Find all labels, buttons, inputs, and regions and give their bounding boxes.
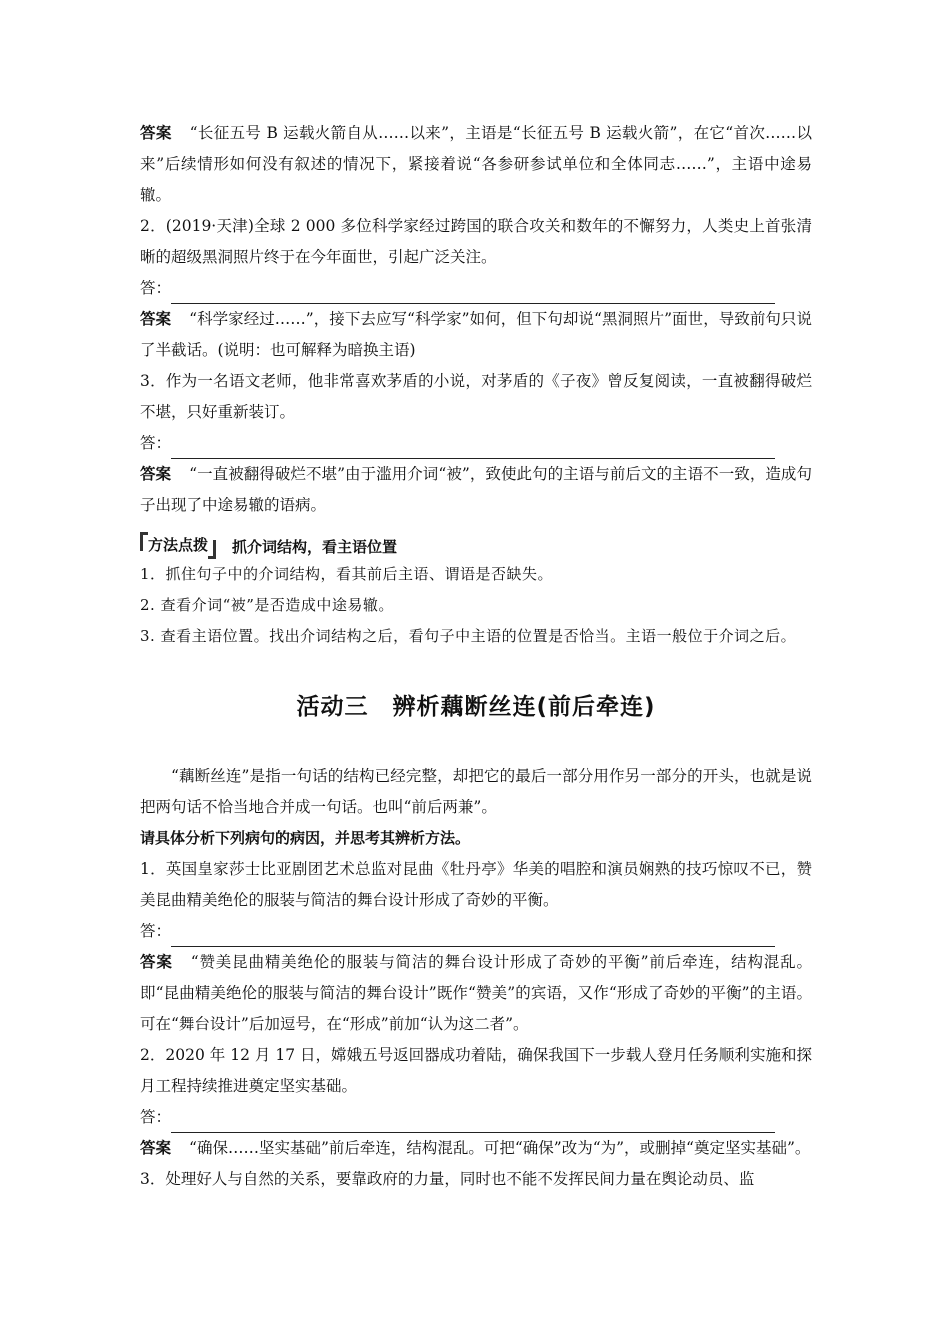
section-instruction: 请具体分析下列病句的病因，并思考其辨析方法。	[140, 829, 471, 847]
section-question-1: 1．英国皇家莎士比亚剧团艺术总监对昆曲《牡丹亭》华美的唱腔和演员娴熟的技巧惊叹不已，赞美昆曲精美绝伦的服装与简洁的舞台设计形成了奇妙的平衡。	[140, 860, 812, 909]
answer-blank[interactable]	[171, 283, 775, 304]
section-intro: “藕断丝连”是指一句话的结构已经完整，却把它的最后一部分用作另一部分的开头，也就是说把两句话不恰当地合并成一句话。也叫“前后两兼”。	[140, 767, 812, 816]
answer-line-2	[140, 273, 812, 304]
section-title: 活动三 辨析藕断丝连(前后牵连)	[296, 694, 656, 720]
answer-label: 答案	[140, 124, 172, 142]
answer-3	[140, 459, 812, 521]
answer-1	[140, 118, 812, 211]
section-answer-2	[140, 1133, 812, 1164]
section-answer-2-text: “确保……坚实基础”前后牵连，结构混乱。可把“确保”改为“为”，或删掉“奠定坚实基础”。	[189, 1139, 811, 1157]
section-question-2: 2．2020 年 12 月 17 日，嫦娥五号返回器成功着陆，确保我国下一步载人登月任务顺利实施和探月工程持续推进奠定坚实基础。	[140, 1046, 812, 1095]
question-2: 2．(2019·天津)全球 2 000 多位科学家经过跨国的联合攻关和数年的不懈努力，人类史上首张清晰的超级黑洞照片终于在今年面世，引起广泛关注。	[140, 217, 812, 266]
answer-prompt: 答：	[140, 1108, 172, 1126]
answer-label: 答案	[140, 465, 172, 483]
answer-1-text: “长征五号 B 运载火箭自从……以来”，主语是“长征五号 B 运载火箭”，在它“首次……以来”后续情形如何没有叙述的情况下，紧接着说“各参研参试单位和全体同志……”，主语中途易辙。	[140, 124, 812, 204]
answer-prompt: 答：	[140, 434, 172, 452]
answer-prompt: 答：	[140, 922, 172, 940]
section-answer-line-2	[140, 1102, 812, 1133]
answer-2-text: “科学家经过……”，接下去应写“科学家”如何，但下句却说“黑洞照片”面世，导致前句只说了半截话。(说明：也可解释为暗换主语)	[140, 310, 812, 359]
question-3: 3．作为一名语文老师，他非常喜欢茅盾的小说，对茅盾的《子夜》曾反复阅读，一直被翻得破烂不堪，只好重新装订。	[140, 372, 812, 421]
method-item: 2. 查看介词“被”是否造成中途易辙。	[140, 596, 394, 614]
answer-line-3	[140, 428, 812, 459]
section-answer-1-text: “赞美昆曲精美绝伦的服装与简洁的舞台设计形成了奇妙的平衡”前后牵连，结构混乱。即“昆曲精美绝伦的服装与简洁的舞台设计”既作“赞美”的宾语，又作“形成了奇妙的平衡”的主语。可在“舞台设计”后加逗号，在“形成”前加“认为这二者”。	[140, 953, 812, 1033]
answer-blank[interactable]	[171, 926, 775, 947]
page-content	[140, 118, 812, 1195]
method-item: 3. 查看主语位置。找出介词结构之后，看句子中主语的位置是否恰当。主语一般位于介词之后。	[140, 627, 797, 645]
section-answer-1	[140, 947, 812, 1040]
answer-blank[interactable]	[171, 438, 775, 459]
method-title: 抓介词结构，看主语位置	[232, 538, 398, 556]
answer-2	[140, 304, 812, 366]
answer-3-text: “一直被翻得破烂不堪”由于滥用介词“被”，致使此句的主语与前后文的主语不一致，造成句子出现了中途易辙的语病。	[140, 465, 812, 514]
answer-label: 答案	[140, 953, 173, 971]
answer-label: 答案	[140, 1139, 172, 1157]
method-item: 1．抓住句子中的介词结构，看其前后主语、谓语是否缺失。	[140, 565, 554, 583]
answer-prompt: 答：	[140, 279, 172, 297]
section-question-3: 3．处理好人与自然的关系，要靠政府的力量，同时也不能不发挥民间力量在舆论动员、监	[140, 1170, 755, 1188]
section-answer-line-1	[140, 916, 812, 947]
method-header	[140, 523, 812, 559]
answer-blank[interactable]	[171, 1112, 775, 1133]
method-badge: 方法点拨	[140, 532, 212, 559]
answer-label: 答案	[140, 310, 172, 328]
